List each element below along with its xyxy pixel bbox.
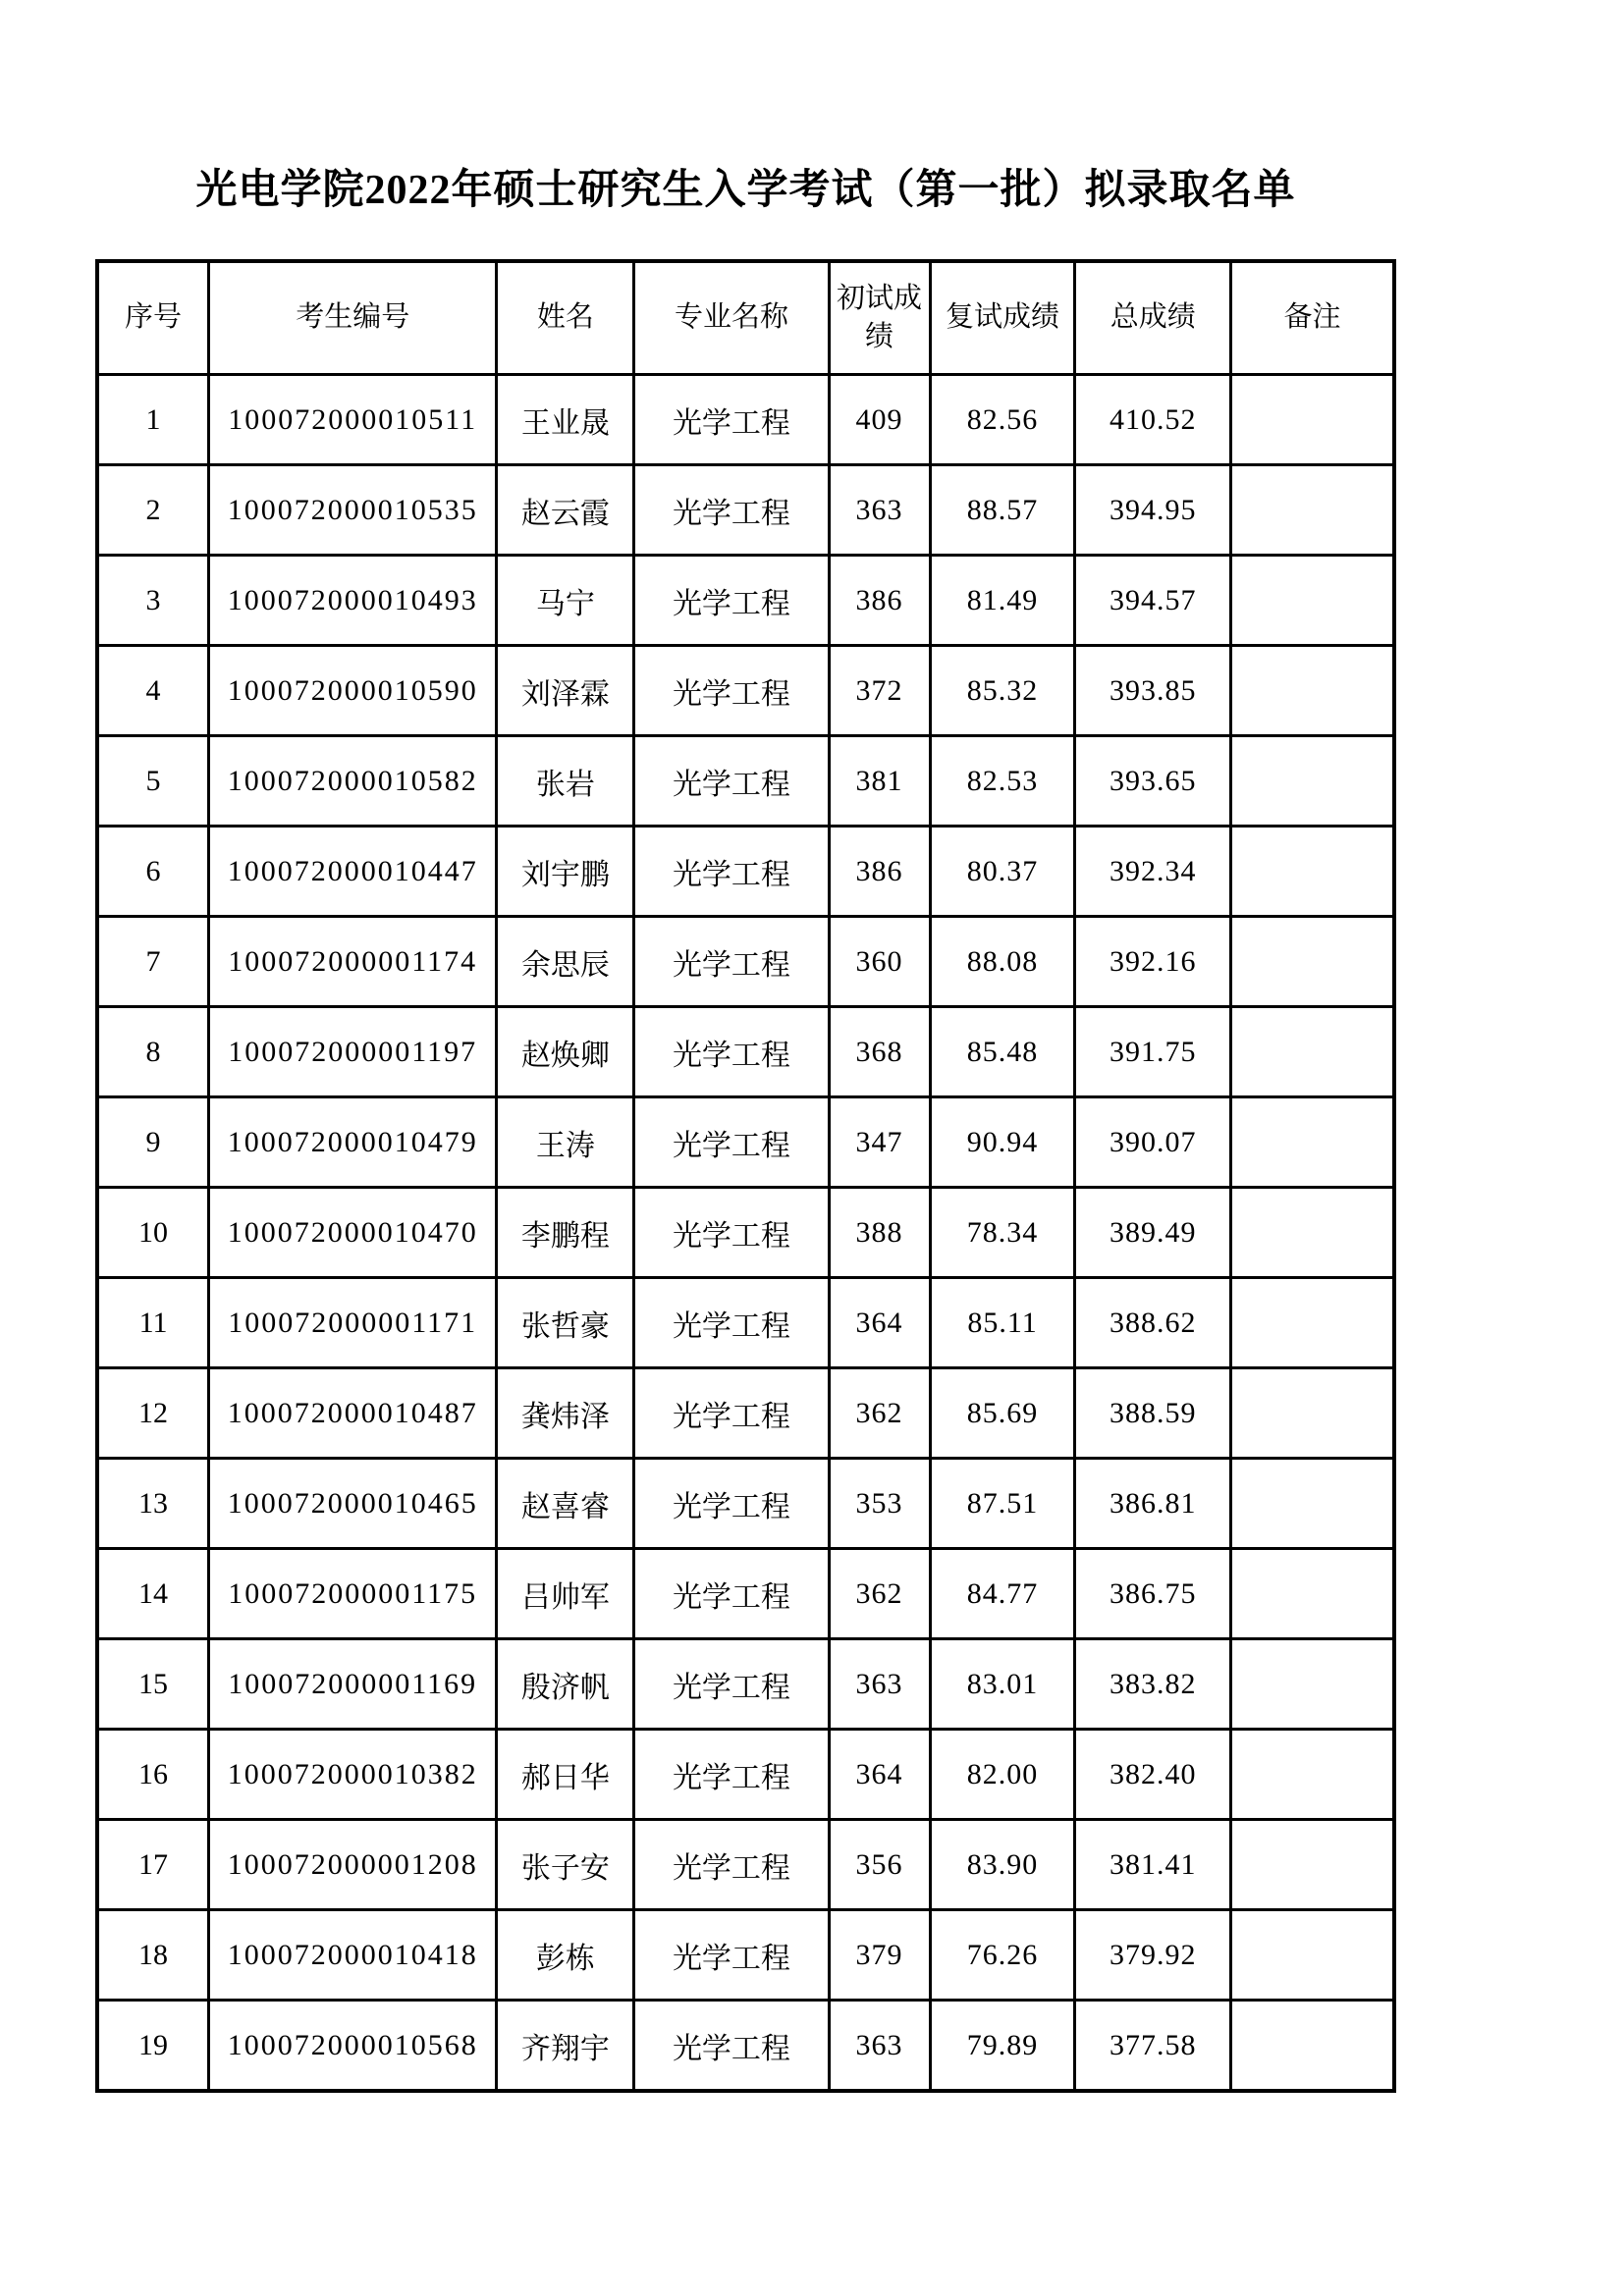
- cell-initial-score: 363: [829, 1639, 930, 1730]
- table-row: [97, 1730, 1394, 1820]
- cell-candidate-id: 100072000010465: [209, 1459, 497, 1549]
- cell-candidate-id: 100072000001169: [209, 1639, 497, 1730]
- cell-retest-score: 85.11: [930, 1278, 1075, 1368]
- cell-remark: [1231, 917, 1395, 1007]
- cell-major: 光学工程: [634, 1639, 829, 1730]
- cell-initial-score: 363: [829, 465, 930, 556]
- cell-major: 光学工程: [634, 827, 829, 917]
- table-row: [97, 917, 1394, 1007]
- cell-remark: [1231, 827, 1395, 917]
- cell-retest-score: 90.94: [930, 1097, 1075, 1188]
- cell-retest-score: 83.01: [930, 1639, 1075, 1730]
- table-row: [97, 375, 1394, 465]
- cell-total-score: 383.82: [1075, 1639, 1231, 1730]
- cell-remark: [1231, 646, 1395, 736]
- cell-candidate-id: 100072000010487: [209, 1368, 497, 1459]
- cell-retest-score: 84.77: [930, 1549, 1075, 1639]
- cell-candidate-id: 100072000001171: [209, 1278, 497, 1368]
- cell-name: 王业晟: [497, 375, 634, 465]
- cell-remark: [1231, 1278, 1395, 1368]
- document-content: [95, 157, 1396, 2093]
- cell-major: 光学工程: [634, 1820, 829, 1910]
- cell-candidate-id: 100072000010382: [209, 1730, 497, 1820]
- table-header-row: [97, 261, 1394, 375]
- table-row: [97, 1278, 1394, 1368]
- cell-total-score: 390.07: [1075, 1097, 1231, 1188]
- cell-candidate-id: 100072000010568: [209, 2001, 497, 2092]
- column-header-total-score: 总成绩: [1075, 261, 1231, 375]
- cell-initial-score: 363: [829, 2001, 930, 2092]
- cell-candidate-id: 100072000001208: [209, 1820, 497, 1910]
- column-header-initial-score: 初试成绩: [829, 261, 930, 375]
- cell-index: 8: [97, 1007, 209, 1097]
- cell-index: 16: [97, 1730, 209, 1820]
- cell-major: 光学工程: [634, 1278, 829, 1368]
- cell-major: 光学工程: [634, 375, 829, 465]
- cell-retest-score: 82.53: [930, 736, 1075, 827]
- cell-initial-score: 372: [829, 646, 930, 736]
- cell-retest-score: 83.90: [930, 1820, 1075, 1910]
- cell-initial-score: 364: [829, 1278, 930, 1368]
- cell-major: 光学工程: [634, 1188, 829, 1278]
- cell-total-score: 393.85: [1075, 646, 1231, 736]
- cell-name: 彭栋: [497, 1910, 634, 2001]
- cell-remark: [1231, 556, 1395, 646]
- cell-index: 19: [97, 2001, 209, 2092]
- cell-total-score: 379.92: [1075, 1910, 1231, 2001]
- cell-initial-score: 347: [829, 1097, 930, 1188]
- cell-major: 光学工程: [634, 465, 829, 556]
- cell-remark: [1231, 1368, 1395, 1459]
- cell-remark: [1231, 1459, 1395, 1549]
- cell-index: 11: [97, 1278, 209, 1368]
- cell-remark: [1231, 1820, 1395, 1910]
- cell-major: 光学工程: [634, 556, 829, 646]
- cell-major: 光学工程: [634, 1730, 829, 1820]
- cell-name: 赵云霞: [497, 465, 634, 556]
- cell-remark: [1231, 736, 1395, 827]
- table-row: [97, 646, 1394, 736]
- cell-name: 张岩: [497, 736, 634, 827]
- cell-total-score: 389.49: [1075, 1188, 1231, 1278]
- cell-retest-score: 82.56: [930, 375, 1075, 465]
- cell-major: 光学工程: [634, 1368, 829, 1459]
- cell-major: 光学工程: [634, 1459, 829, 1549]
- cell-remark: [1231, 1730, 1395, 1820]
- column-header-name: 姓名: [497, 261, 634, 375]
- cell-major: 光学工程: [634, 2001, 829, 2092]
- cell-remark: [1231, 1910, 1395, 2001]
- cell-major: 光学工程: [634, 1007, 829, 1097]
- cell-index: 9: [97, 1097, 209, 1188]
- column-header-index: 序号: [97, 261, 209, 375]
- cell-index: 3: [97, 556, 209, 646]
- cell-total-score: 386.81: [1075, 1459, 1231, 1549]
- cell-total-score: 377.58: [1075, 2001, 1231, 2092]
- cell-remark: [1231, 1097, 1395, 1188]
- table-header: [97, 261, 1394, 375]
- cell-retest-score: 88.08: [930, 917, 1075, 1007]
- cell-name: 龚炜泽: [497, 1368, 634, 1459]
- cell-name: 张哲豪: [497, 1278, 634, 1368]
- cell-name: 马宁: [497, 556, 634, 646]
- table-row: [97, 1549, 1394, 1639]
- cell-total-score: 382.40: [1075, 1730, 1231, 1820]
- table-row: [97, 1459, 1394, 1549]
- cell-major: 光学工程: [634, 646, 829, 736]
- cell-retest-score: 81.49: [930, 556, 1075, 646]
- table-row: [97, 827, 1394, 917]
- cell-initial-score: 362: [829, 1368, 930, 1459]
- cell-candidate-id: 100072000010418: [209, 1910, 497, 2001]
- cell-candidate-id: 100072000010535: [209, 465, 497, 556]
- cell-retest-score: 76.26: [930, 1910, 1075, 2001]
- cell-initial-score: 379: [829, 1910, 930, 2001]
- cell-initial-score: 364: [829, 1730, 930, 1820]
- cell-name: 张子安: [497, 1820, 634, 1910]
- cell-index: 1: [97, 375, 209, 465]
- cell-retest-score: 82.00: [930, 1730, 1075, 1820]
- cell-index: 14: [97, 1549, 209, 1639]
- cell-name: 李鹏程: [497, 1188, 634, 1278]
- cell-major: 光学工程: [634, 736, 829, 827]
- cell-name: 殷济帆: [497, 1639, 634, 1730]
- cell-index: 5: [97, 736, 209, 827]
- admission-table-body: [97, 375, 1394, 2092]
- cell-candidate-id: 100072000001197: [209, 1007, 497, 1097]
- cell-retest-score: 78.34: [930, 1188, 1075, 1278]
- cell-total-score: 391.75: [1075, 1007, 1231, 1097]
- cell-remark: [1231, 1007, 1395, 1097]
- cell-initial-score: 381: [829, 736, 930, 827]
- cell-retest-score: 79.89: [930, 2001, 1075, 2092]
- cell-candidate-id: 100072000001175: [209, 1549, 497, 1639]
- cell-remark: [1231, 1549, 1395, 1639]
- cell-index: 2: [97, 465, 209, 556]
- cell-name: 余思辰: [497, 917, 634, 1007]
- cell-initial-score: 409: [829, 375, 930, 465]
- cell-index: 13: [97, 1459, 209, 1549]
- table-row: [97, 736, 1394, 827]
- cell-remark: [1231, 2001, 1395, 2092]
- cell-candidate-id: 100072000010590: [209, 646, 497, 736]
- table-row: [97, 465, 1394, 556]
- column-header-retest-score: 复试成绩: [930, 261, 1075, 375]
- cell-initial-score: 362: [829, 1549, 930, 1639]
- cell-retest-score: 87.51: [930, 1459, 1075, 1549]
- cell-candidate-id: 100072000010470: [209, 1188, 497, 1278]
- cell-name: 赵喜睿: [497, 1459, 634, 1549]
- cell-name: 王涛: [497, 1097, 634, 1188]
- table-row: [97, 2001, 1394, 2092]
- cell-candidate-id: 100072000010447: [209, 827, 497, 917]
- cell-remark: [1231, 375, 1395, 465]
- cell-remark: [1231, 1639, 1395, 1730]
- cell-total-score: 381.41: [1075, 1820, 1231, 1910]
- cell-retest-score: 85.48: [930, 1007, 1075, 1097]
- cell-index: 7: [97, 917, 209, 1007]
- cell-total-score: 392.34: [1075, 827, 1231, 917]
- table-row: [97, 1639, 1394, 1730]
- column-header-remark: 备注: [1231, 261, 1395, 375]
- cell-initial-score: 368: [829, 1007, 930, 1097]
- cell-retest-score: 88.57: [930, 465, 1075, 556]
- cell-candidate-id: 100072000010493: [209, 556, 497, 646]
- cell-candidate-id: 100072000010582: [209, 736, 497, 827]
- cell-total-score: 393.65: [1075, 736, 1231, 827]
- table-row: [97, 1910, 1394, 2001]
- cell-total-score: 394.95: [1075, 465, 1231, 556]
- cell-major: 光学工程: [634, 1549, 829, 1639]
- cell-name: 齐翔宇: [497, 2001, 634, 2092]
- table-row: [97, 1097, 1394, 1188]
- cell-name: 刘宇鹏: [497, 827, 634, 917]
- column-header-major: 专业名称: [634, 261, 829, 375]
- cell-candidate-id: 100072000001174: [209, 917, 497, 1007]
- cell-candidate-id: 100072000010479: [209, 1097, 497, 1188]
- cell-total-score: 388.59: [1075, 1368, 1231, 1459]
- cell-index: 6: [97, 827, 209, 917]
- cell-remark: [1231, 1188, 1395, 1278]
- cell-total-score: 410.52: [1075, 375, 1231, 465]
- table-row: [97, 1007, 1394, 1097]
- cell-name: 赵焕卿: [497, 1007, 634, 1097]
- cell-name: 刘泽霖: [497, 646, 634, 736]
- cell-total-score: 388.62: [1075, 1278, 1231, 1368]
- cell-name: 吕帅军: [497, 1549, 634, 1639]
- cell-total-score: 386.75: [1075, 1549, 1231, 1639]
- cell-major: 光学工程: [634, 1910, 829, 2001]
- column-header-candidate-id: 考生编号: [209, 261, 497, 375]
- cell-retest-score: 80.37: [930, 827, 1075, 917]
- cell-remark: [1231, 465, 1395, 556]
- page-title: 光电学院2022年硕士研究生入学考试（第一批）拟录取名单: [195, 168, 1296, 213]
- cell-index: 15: [97, 1639, 209, 1730]
- cell-initial-score: 360: [829, 917, 930, 1007]
- table-row: [97, 1368, 1394, 1459]
- cell-total-score: 392.16: [1075, 917, 1231, 1007]
- cell-index: 18: [97, 1910, 209, 2001]
- table-row: [97, 1820, 1394, 1910]
- cell-index: 4: [97, 646, 209, 736]
- cell-initial-score: 386: [829, 556, 930, 646]
- cell-major: 光学工程: [634, 1097, 829, 1188]
- table-row: [97, 556, 1394, 646]
- cell-initial-score: 356: [829, 1820, 930, 1910]
- cell-initial-score: 353: [829, 1459, 930, 1549]
- cell-index: 10: [97, 1188, 209, 1278]
- cell-initial-score: 388: [829, 1188, 930, 1278]
- cell-index: 17: [97, 1820, 209, 1910]
- cell-candidate-id: 100072000010511: [209, 375, 497, 465]
- cell-index: 12: [97, 1368, 209, 1459]
- admission-table: [95, 259, 1396, 2093]
- cell-total-score: 394.57: [1075, 556, 1231, 646]
- cell-retest-score: 85.69: [930, 1368, 1075, 1459]
- cell-name: 郝日华: [497, 1730, 634, 1820]
- cell-retest-score: 85.32: [930, 646, 1075, 736]
- cell-initial-score: 386: [829, 827, 930, 917]
- table-row: [97, 1188, 1394, 1278]
- cell-major: 光学工程: [634, 917, 829, 1007]
